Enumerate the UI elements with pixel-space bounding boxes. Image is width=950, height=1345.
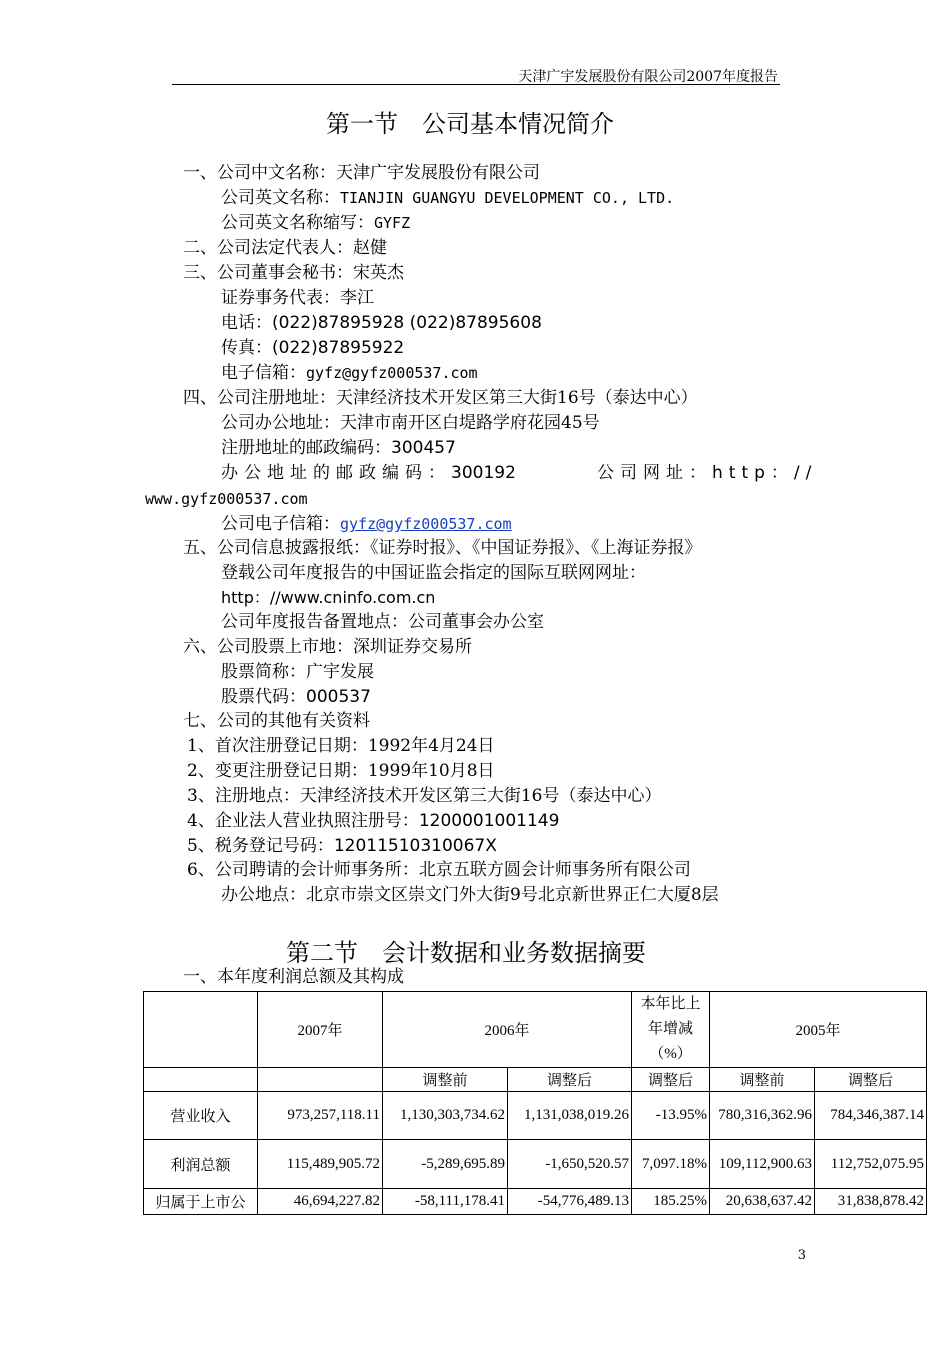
- table-subheader-blank: [258, 1068, 383, 1092]
- row-label: 归属于上市公: [144, 1189, 258, 1215]
- company-email: [221, 512, 512, 536]
- cell-value: -5,289,695.89: [383, 1140, 508, 1189]
- table-row: [144, 1140, 927, 1189]
- business-license-value: 1200001001149: [418, 811, 560, 831]
- email-label: 电子信箱：: [221, 363, 306, 383]
- cell-value: 1,131,038,019.26: [508, 1092, 632, 1140]
- first-registration-date: 1、首次注册登记日期：1992年4月24日: [187, 736, 495, 756]
- year-2006-header: 2006年: [383, 992, 632, 1068]
- stock-code: [221, 685, 371, 709]
- subheader-2005-after: 调整后: [815, 1068, 927, 1092]
- website: [597, 461, 817, 485]
- tax-registration-no: [187, 834, 497, 858]
- year-2007-header: 2007年: [258, 992, 383, 1068]
- phone-value: (022)87895928 (022)87895608: [272, 313, 542, 333]
- row-label: 营业收入: [144, 1092, 258, 1140]
- section2-title: 第二节 会计数据和业务数据摘要: [286, 939, 646, 967]
- phone: [221, 311, 542, 335]
- header-divider: [172, 84, 780, 85]
- cell-value: 31,838,878.42: [815, 1189, 927, 1215]
- office-postcode-value: 300192: [451, 463, 516, 483]
- subheader-2006-after: 调整后: [508, 1068, 632, 1092]
- cell-value: 46,694,227.82: [258, 1189, 383, 1215]
- website-label: 公司网址：: [597, 463, 712, 483]
- board-secretary: 三、公司董事会秘书：宋英杰: [183, 263, 404, 283]
- fax-label: 传真：: [221, 338, 272, 358]
- legal-representative: 二、公司法定代表人：赵健: [183, 238, 387, 258]
- stock-exchange: 六、公司股票上市地：深圳证券交易所: [183, 637, 472, 657]
- page-number: 3: [797, 1248, 806, 1263]
- cell-value: -54,776,489.13: [508, 1189, 632, 1215]
- fax-value: (022)87895922: [272, 338, 405, 358]
- row-label: 利润总额: [144, 1140, 258, 1189]
- registered-postcode-label: 注册地址的邮政编码：: [221, 438, 391, 458]
- stock-code-value: 000537: [306, 687, 371, 707]
- csrc-website-label: 登载公司年度报告的中国证监会指定的国际互联网网址：: [221, 563, 646, 583]
- accounting-firm-address: 办公地点：北京市崇文区崇文门外大街9号北京新世界正仁大厦8层: [221, 885, 719, 905]
- cell-value: 1,130,303,734.62: [383, 1092, 508, 1140]
- email: [221, 361, 478, 385]
- table-row: [144, 1092, 927, 1140]
- company-name-en: [221, 186, 674, 210]
- tax-registration-label: 5、税务登记号码：: [187, 836, 334, 856]
- company-name-en-label: 公司英文名称：: [221, 188, 340, 208]
- phone-label: 电话：: [221, 313, 272, 333]
- website-value-part1[interactable]: http：//: [712, 463, 818, 483]
- cell-value: 973,257,118.11: [258, 1092, 383, 1140]
- report-header: 天津广宇发展股份有限公司2007年度报告: [518, 69, 778, 85]
- registration-place: 3、注册地点：天津经济技术开发区第三大街16号（泰达中心）: [187, 786, 662, 806]
- table-corner-cell: [144, 992, 258, 1068]
- yoy-change-header: 本年比上年增减（%）: [632, 992, 710, 1068]
- cell-value: 20,638,637.42: [710, 1189, 815, 1215]
- website-value-part2[interactable]: www.gyfz000537.com: [145, 490, 308, 508]
- table-subheader-row: [144, 1068, 927, 1092]
- cell-value: 109,112,900.63: [710, 1140, 815, 1189]
- table-header-row: [144, 992, 927, 1068]
- fax: [221, 336, 404, 360]
- other-info-heading: 七、公司的其他有关资料: [183, 711, 370, 731]
- table-subheader-blank: [144, 1068, 258, 1092]
- cell-value: -1,650,520.57: [508, 1140, 632, 1189]
- office-address: 公司办公地址：天津市南开区白堤路学府花园45号: [221, 413, 600, 433]
- company-name-en-value: TIANJIN GUANGYU DEVELOPMENT CO., LTD.: [340, 189, 675, 207]
- subheader-2006-before: 调整前: [383, 1068, 508, 1092]
- cell-value: -58,111,178.41: [383, 1189, 508, 1215]
- business-license-no: [187, 809, 559, 833]
- email-value: gyfz@gyfz000537.com: [306, 364, 478, 382]
- company-name-abbr-value: GYFZ: [374, 214, 411, 232]
- cell-value: -13.95%: [632, 1092, 710, 1140]
- section2-subtitle: 一、本年度利润总额及其构成: [183, 967, 404, 987]
- table-row: [144, 1189, 927, 1215]
- office-postcode-label: 办公地址的邮政编码：: [221, 463, 451, 483]
- subheader-2005-before: 调整前: [710, 1068, 815, 1092]
- company-name-cn: 一、公司中文名称：天津广宇发展股份有限公司: [183, 163, 540, 183]
- company-email-link[interactable]: gyfz@gyfz000537.com: [340, 515, 512, 533]
- section1-title: 第一节 公司基本情况简介: [326, 110, 614, 138]
- tax-registration-value: 12011510310067X: [333, 836, 497, 856]
- change-registration-date: 2、变更注册登记日期：1999年10月8日: [187, 761, 495, 781]
- cell-value: 7,097.18%: [632, 1140, 710, 1189]
- company-name-abbr-label: 公司英文名称缩写：: [221, 213, 374, 233]
- securities-representative: 证券事务代表：李江: [221, 288, 374, 308]
- cell-value: 784,346,387.14: [815, 1092, 927, 1140]
- business-license-label: 4、企业法人营业执照注册号：: [187, 811, 419, 831]
- report-location: 公司年度报告备置地点：公司董事会办公室: [221, 612, 544, 632]
- profit-table: [143, 991, 927, 1215]
- accounting-firm: 6、公司聘请的会计师事务所：北京五联方圆会计师事务所有限公司: [187, 860, 691, 880]
- csrc-website-url[interactable]: http：//www.cninfo.com.cn: [221, 588, 436, 607]
- cell-value: 185.25%: [632, 1189, 710, 1215]
- stock-code-label: 股票代码：: [221, 687, 306, 707]
- year-2005-header: 2005年: [710, 992, 927, 1068]
- cell-value: 112,752,075.95: [815, 1140, 927, 1189]
- subheader-change-after: 调整后: [632, 1068, 710, 1092]
- company-email-label: 公司电子信箱：: [221, 514, 340, 534]
- disclosure-newspapers: 五、公司信息披露报纸：《证券时报》、《中国证券报》、《上海证券报》: [183, 538, 702, 558]
- registered-address: 四、公司注册地址：天津经济技术开发区第三大街16号（泰达中心）: [183, 388, 698, 408]
- cell-value: 115,489,905.72: [258, 1140, 383, 1189]
- company-name-abbr: [221, 211, 410, 235]
- registered-postcode-value: 300457: [391, 438, 456, 458]
- stock-short-name: 股票简称：广宇发展: [221, 662, 374, 682]
- cell-value: 780,316,362.96: [710, 1092, 815, 1140]
- registered-postcode: [221, 436, 456, 460]
- office-postcode: [221, 461, 516, 485]
